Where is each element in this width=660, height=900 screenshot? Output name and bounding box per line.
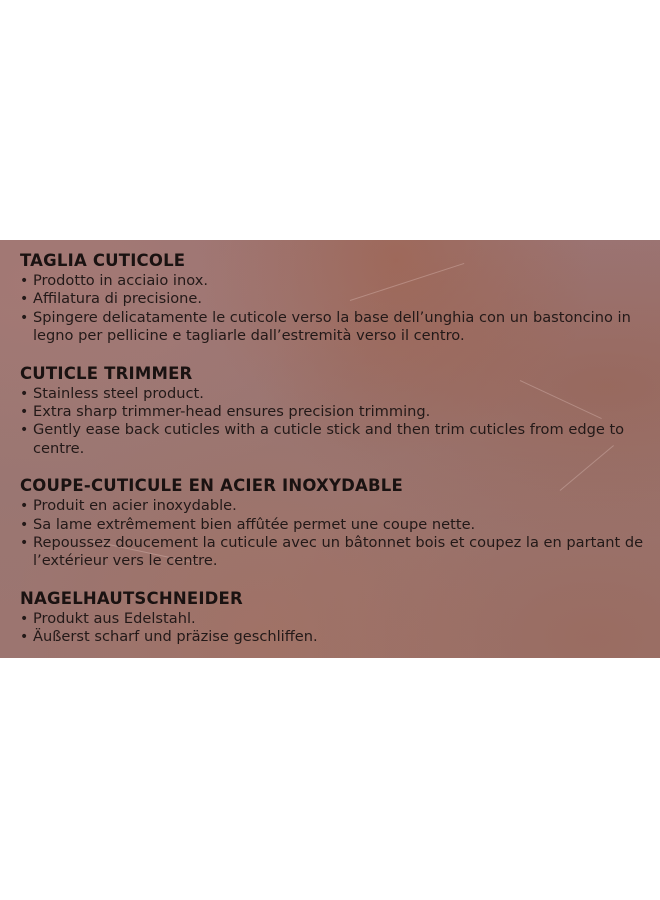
bullet-icon: •: [20, 610, 29, 627]
section-heading: COUPE-CUTICULE EN ACIER INOXYDABLE: [20, 476, 403, 496]
list-item: • Gently ease back cuticles with a cuticle stick and then trim cuticles from edge to centre.: [20, 421, 625, 457]
list-item: • Prodotto in acciaio inox.: [20, 272, 208, 289]
bullet-icon: •: [20, 309, 29, 326]
product-label-card: [0, 240, 660, 658]
list-item: • Extra sharp trimmer-head ensures precision trimming.: [20, 403, 431, 421]
bullet-icon: •: [20, 273, 29, 289]
list-item: • Affilatura di precisione.: [20, 290, 203, 308]
list-item: • Produkt aus Edelstahl.: [20, 609, 196, 627]
bullet-icon: •: [20, 535, 29, 552]
list-item: • Repoussez doucement la cuticule avec un bâtonnet bois et coupez la en partant de l’extérieur vers le centre.: [20, 534, 644, 570]
section-heading: CUTICLE TRIMMER: [20, 363, 193, 383]
section-italian: [20, 250, 650, 346]
section-french: [20, 475, 650, 571]
list-item: • Produit en acier inoxydable.: [20, 497, 237, 515]
bullet-icon: •: [20, 404, 29, 421]
bullet-icon: •: [20, 385, 29, 402]
list-item: • Äußerst scharf und präzise geschliffen.: [20, 628, 318, 646]
bullet-icon: •: [20, 422, 29, 439]
bullet-icon: •: [20, 498, 29, 515]
list-item: • Spingere delicatamente le cuticole verso la base dell’unghia con un bastoncino in legno per pellicine e tagliarle dall’estremità verso il centro.: [20, 308, 631, 345]
bullet-icon: •: [20, 291, 29, 308]
section-english: [20, 363, 650, 459]
list-item: • Stainless steel product.: [20, 384, 204, 402]
section-german: [20, 588, 650, 647]
bullet-icon: •: [20, 629, 29, 646]
section-heading: TAGLIA CUTICOLE: [20, 251, 186, 270]
bullet-icon: •: [20, 516, 29, 533]
label-text: [20, 250, 650, 658]
list-item: • Sa lame extrêmement bien affûtée permet une coupe nette.: [20, 515, 476, 533]
section-heading: NAGELHAUTSCHNEIDER: [20, 588, 243, 608]
